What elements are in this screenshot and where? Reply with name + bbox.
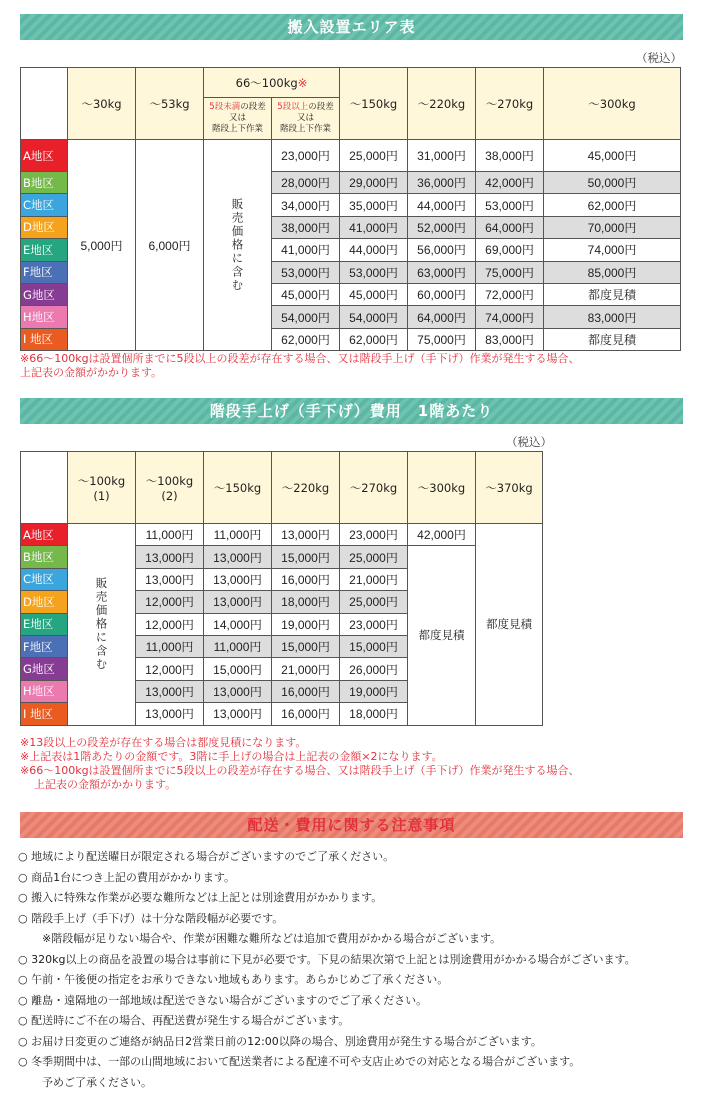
price-cell: 13,000円 bbox=[204, 546, 272, 568]
price-cell: 21,000円 bbox=[272, 658, 340, 680]
price-cell: 11,000円 bbox=[204, 524, 272, 546]
price-cell: 38,000円 bbox=[476, 140, 544, 172]
region-label: B地区 bbox=[21, 546, 68, 568]
header-220kg: ～220kg bbox=[408, 68, 476, 140]
price-cell: 53,000円 bbox=[340, 261, 408, 283]
price-cell: 15,000円 bbox=[340, 635, 408, 657]
region-label: B地区 bbox=[21, 172, 68, 194]
price-cell: 18,000円 bbox=[272, 591, 340, 613]
region-label: G地区 bbox=[21, 658, 68, 680]
price-cell: 70,000円 bbox=[544, 216, 681, 238]
price-cell: 13,000円 bbox=[272, 524, 340, 546]
stairs-table bbox=[20, 451, 543, 726]
price-cell: 13,000円 bbox=[204, 680, 272, 702]
price-cell: 15,000円 bbox=[272, 635, 340, 657]
price-cell: 75,000円 bbox=[476, 261, 544, 283]
included-in-price bbox=[204, 140, 272, 351]
price-cell: 52,000円 bbox=[408, 216, 476, 238]
included-in-price bbox=[68, 524, 136, 726]
area-table-title: 搬入設置エリア表 bbox=[20, 14, 683, 40]
price-cell: 41,000円 bbox=[340, 216, 408, 238]
price-cell: 63,000円 bbox=[408, 261, 476, 283]
price-cell: 74,000円 bbox=[476, 306, 544, 328]
region-label: F地区 bbox=[21, 635, 68, 657]
header2-100kg-1: ～100kg (1) bbox=[68, 452, 136, 524]
region-label: F地区 bbox=[21, 261, 68, 283]
price-cell: 都度見積 bbox=[544, 283, 681, 305]
price-cell: 53,000円 bbox=[272, 261, 340, 283]
header-66-100kg: 66～100kg※ bbox=[204, 68, 340, 98]
price-cell: 44,000円 bbox=[340, 239, 408, 261]
region-label: H地区 bbox=[21, 680, 68, 702]
header2-220kg: ～220kg bbox=[272, 452, 340, 524]
region-label: D地区 bbox=[21, 216, 68, 238]
quote-on-request-370: 都度見積 bbox=[476, 524, 543, 726]
notice-item: ○ 商品1台につき上記の費用がかかります。 bbox=[18, 870, 235, 884]
header2-150kg: ～150kg bbox=[204, 452, 272, 524]
price-cell: 45,000円 bbox=[544, 140, 681, 172]
price-30kg: 5,000円 bbox=[68, 140, 136, 351]
price-cell: 54,000円 bbox=[340, 306, 408, 328]
price-cell: 53,000円 bbox=[476, 194, 544, 216]
price-cell: 74,000円 bbox=[544, 239, 681, 261]
price-cell: 83,000円 bbox=[544, 306, 681, 328]
notice-title: 配送・費用に関する注意事項 bbox=[20, 812, 683, 838]
price-cell: 54,000円 bbox=[272, 306, 340, 328]
notice-item: ※階段幅が足りない場合や、作業が困難な難所などは追加で費用がかかる場合がございます。 bbox=[42, 932, 502, 945]
price-53kg: 6,000円 bbox=[136, 140, 204, 351]
price-cell: 75,000円 bbox=[408, 328, 476, 350]
header2-270kg: ～270kg bbox=[340, 452, 408, 524]
header-300kg: ～300kg bbox=[544, 68, 681, 140]
price-cell: 11,000円 bbox=[136, 524, 204, 546]
notice-item: ○ 地域により配送曜日が限定される場合がございますのでご了承ください。 bbox=[18, 850, 395, 863]
price-cell: 45,000円 bbox=[272, 283, 340, 305]
region-label: A地区 bbox=[21, 524, 68, 546]
header-53kg: ～53kg bbox=[136, 68, 204, 140]
notice-item: ○ 320kg以上の商品を設置の場合は事前に下見が必要です。下見の結果次第で上記とは別途費用がかかる場合がございます。 bbox=[18, 952, 636, 966]
notice-item: 予めご了承ください。 bbox=[42, 1075, 152, 1089]
price-cell: 28,000円 bbox=[272, 172, 340, 194]
price-cell: 41,000円 bbox=[272, 239, 340, 261]
price-cell: 13,000円 bbox=[136, 680, 204, 702]
price-cell: 42,000円 bbox=[408, 524, 476, 546]
subheader-over5: 5段以上の段差 又は 階段上下作業 bbox=[272, 98, 340, 140]
region-label: A地区 bbox=[21, 140, 68, 172]
corner-cell bbox=[21, 68, 68, 140]
subheader-under5: 5段未満の段差 又は 階段上下作業 bbox=[204, 98, 272, 140]
price-cell: 15,000円 bbox=[272, 546, 340, 568]
price-cell: 31,000円 bbox=[408, 140, 476, 172]
price-cell: 23,000円 bbox=[340, 524, 408, 546]
region-label: C地区 bbox=[21, 568, 68, 590]
price-cell: 19,000円 bbox=[340, 680, 408, 702]
price-cell: 85,000円 bbox=[544, 261, 681, 283]
corner-cell-2 bbox=[21, 452, 68, 524]
price-cell: 50,000円 bbox=[544, 172, 681, 194]
price-cell: 64,000円 bbox=[408, 306, 476, 328]
region-label: H地区 bbox=[21, 306, 68, 328]
region-label: E地区 bbox=[21, 239, 68, 261]
region-label: D地区 bbox=[21, 591, 68, 613]
price-cell: 13,000円 bbox=[136, 703, 204, 725]
notice-item: ○ 冬季期間中は、一部の山間地域において配送業者による配達不可や支店止めでの対応となる場合がございます。 bbox=[18, 1055, 581, 1068]
header2-300kg: ～300kg bbox=[408, 452, 476, 524]
price-cell: 14,000円 bbox=[204, 613, 272, 635]
price-cell: 60,000円 bbox=[408, 283, 476, 305]
price-cell: 13,000円 bbox=[204, 703, 272, 725]
header-270kg: ～270kg bbox=[476, 68, 544, 140]
price-cell: 15,000円 bbox=[204, 658, 272, 680]
header-30kg: ～30kg bbox=[68, 68, 136, 140]
region-label: G地区 bbox=[21, 283, 68, 305]
price-cell: 62,000円 bbox=[340, 328, 408, 350]
notice-item: ○ 搬入に特殊な作業が必要な難所などは上記とは別途費用がかかります。 bbox=[18, 891, 383, 904]
price-cell: 19,000円 bbox=[272, 613, 340, 635]
region-label: I 地区 bbox=[21, 328, 68, 350]
stairs-note: ※13段以上の段差が存在する場合は都度見積になります。 ※上記表は1階あたりの金額です。3階に手上げの場合は上記表の金額×2になります。 ※66～100kgは設置個所までに5段以上の段差が存在する場合、又は階段手上げ（手下げ）作業が発生する場合、 上記表の金額がかかります。 bbox=[20, 736, 580, 791]
price-cell: 83,000円 bbox=[476, 328, 544, 350]
tax-label-1: （税込） bbox=[636, 51, 682, 65]
price-cell: 42,000円 bbox=[476, 172, 544, 194]
notice-item: ○ 午前・午後便の指定をお承りできない地域もあります。あらかじめご了承ください。 bbox=[18, 973, 449, 986]
price-cell: 38,000円 bbox=[272, 216, 340, 238]
region-label: I 地区 bbox=[21, 703, 68, 725]
price-cell: 34,000円 bbox=[272, 194, 340, 216]
price-cell: 12,000円 bbox=[136, 613, 204, 635]
price-cell: 25,000円 bbox=[340, 140, 408, 172]
header2-100kg-2: ～100kg (2) bbox=[136, 452, 204, 524]
tax-label-2: （税込） bbox=[506, 435, 552, 449]
price-cell: 11,000円 bbox=[204, 635, 272, 657]
price-cell: 21,000円 bbox=[340, 568, 408, 590]
price-cell: 13,000円 bbox=[136, 546, 204, 568]
price-cell: 35,000円 bbox=[340, 194, 408, 216]
notice-list bbox=[18, 847, 688, 1093]
area-note: ※66～100kgは設置個所までに5段以上の段差が存在する場合、又は階段手上げ（手下げ）作業が発生する場合、 上記表の金額がかかります。 bbox=[20, 352, 580, 379]
price-cell: 62,000円 bbox=[272, 328, 340, 350]
header2-370kg: ～370kg bbox=[476, 452, 543, 524]
notice-item: ○ お届け日変更のご連絡が納品日2営業日前の12:00以降の場合、別途費用が発生する場合がございます。 bbox=[18, 1034, 542, 1048]
price-cell: 44,000円 bbox=[408, 194, 476, 216]
price-cell: 13,000円 bbox=[136, 568, 204, 590]
included-in-price-text: 販売価格に含む bbox=[94, 577, 109, 672]
price-cell: 62,000円 bbox=[544, 194, 681, 216]
price-cell: 12,000円 bbox=[136, 591, 204, 613]
price-cell: 25,000円 bbox=[340, 546, 408, 568]
region-label: E地区 bbox=[21, 613, 68, 635]
price-cell: 29,000円 bbox=[340, 172, 408, 194]
price-cell: 16,000円 bbox=[272, 703, 340, 725]
stairs-table-title: 階段手上げ（手下げ）費用 1階あたり bbox=[20, 398, 683, 424]
price-cell: 13,000円 bbox=[204, 568, 272, 590]
price-cell: 36,000円 bbox=[408, 172, 476, 194]
price-cell: 16,000円 bbox=[272, 680, 340, 702]
price-cell: 45,000円 bbox=[340, 283, 408, 305]
price-cell: 25,000円 bbox=[340, 591, 408, 613]
price-cell: 23,000円 bbox=[272, 140, 340, 172]
area-table bbox=[20, 67, 681, 351]
price-cell: 56,000円 bbox=[408, 239, 476, 261]
price-cell: 18,000円 bbox=[340, 703, 408, 725]
price-cell: 69,000円 bbox=[476, 239, 544, 261]
price-cell: 23,000円 bbox=[340, 613, 408, 635]
price-cell: 11,000円 bbox=[136, 635, 204, 657]
price-cell: 72,000円 bbox=[476, 283, 544, 305]
price-cell: 都度見積 bbox=[544, 328, 681, 350]
price-cell: 64,000円 bbox=[476, 216, 544, 238]
included-in-price-text: 販売価格に含む bbox=[230, 197, 245, 293]
notice-item: ○ 配送時にご不在の場合、再配送費が発生する場合がございます。 bbox=[18, 1014, 350, 1027]
price-cell: 26,000円 bbox=[340, 658, 408, 680]
region-label: C地区 bbox=[21, 194, 68, 216]
header-150kg: ～150kg bbox=[340, 68, 408, 140]
price-cell: 13,000円 bbox=[204, 591, 272, 613]
notice-item: ○ 離島・遠隔地の一部地域は配送できない場合がございますのでご了承ください。 bbox=[18, 993, 428, 1007]
price-cell: 16,000円 bbox=[272, 568, 340, 590]
quote-on-request-300: 都度見積 bbox=[408, 546, 476, 725]
price-cell: 12,000円 bbox=[136, 658, 204, 680]
notice-item: ○ 階段手上げ（手下げ）は十分な階段幅が必要です。 bbox=[18, 911, 284, 925]
